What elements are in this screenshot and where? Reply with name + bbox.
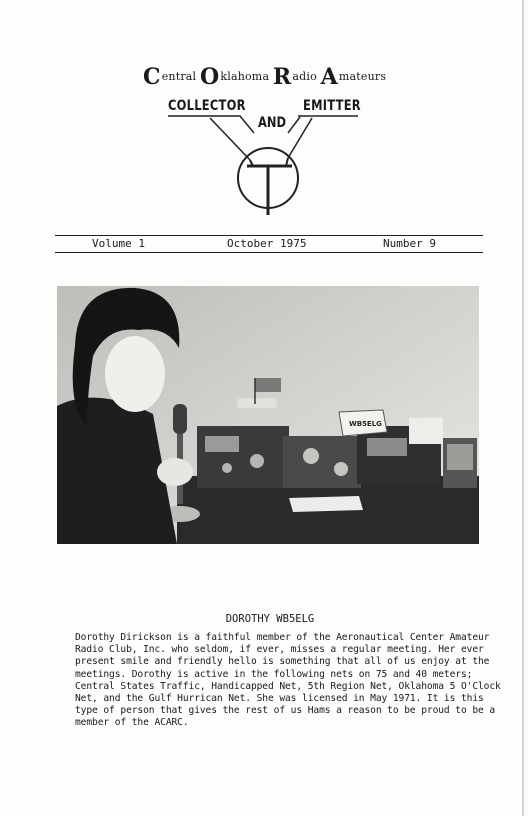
article-line: Net, and the Gulf Hurrican Net. She was licensed in May 1971. It is this xyxy=(75,693,484,705)
photo-illustration xyxy=(57,286,479,544)
volume-label: Volume 1 xyxy=(92,237,145,250)
org-word-oklahoma: klahoma xyxy=(220,70,270,83)
person-at-radio-station-photo xyxy=(57,286,479,544)
org-initial-a: A xyxy=(320,64,338,90)
organization-name xyxy=(143,66,386,88)
issue-info-bar xyxy=(55,235,483,253)
article-line: present smile and friendly hello is something that all of us enjoy at the xyxy=(75,656,490,668)
article-line: meetings. Dorothy is active in the following nets on 75 and 40 meters; xyxy=(75,668,473,680)
org-initial-c: C xyxy=(143,64,161,90)
org-word-central: entral xyxy=(161,70,197,83)
article-line: type of person that gives the rest of us Hams a reason to be proud to be a xyxy=(75,705,496,717)
article-line: Dorothy Dirickson is a faithful member of the Aeronautical Center Amateur xyxy=(75,632,490,643)
article-line: Radio Club, Inc. who seldom, if ever, misses a regular meeting. Her ever xyxy=(75,644,484,656)
issue-number: Number 9 xyxy=(383,237,436,250)
article-body xyxy=(75,632,501,730)
org-initial-r: R xyxy=(272,64,292,90)
title-and: AND xyxy=(258,115,287,131)
title-collector: COLLECTOR xyxy=(168,98,246,114)
photo-caption: DOROTHY WB5ELG xyxy=(225,613,315,625)
callsign-sign: WB5ELG xyxy=(349,420,382,428)
masthead xyxy=(0,0,528,230)
org-word-amateurs: mateurs xyxy=(338,70,387,83)
issue-date: October 1975 xyxy=(227,237,307,250)
org-word-radio: adio xyxy=(292,70,317,83)
article-line: Central States Traffic, Handicapped Net, 5th Region Net, Oklahoma 5 O'Clock xyxy=(75,680,501,692)
title-emitter: EMITTER xyxy=(303,98,361,114)
org-initial-o: O xyxy=(199,64,220,90)
article-line: member of the ACARC. xyxy=(75,717,189,729)
